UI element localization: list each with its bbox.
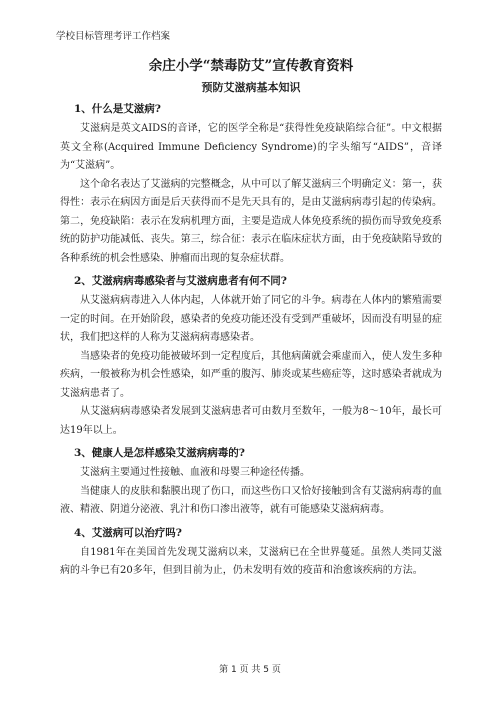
document-subtitle: 预防艾滋病基本知识 — [201, 81, 301, 94]
document-title: 余庄小学“禁毒防艾”宣传教育资料 — [148, 58, 354, 74]
section-4 — [60, 526, 442, 581]
section-2 — [60, 274, 442, 440]
section-heading: 2、艾滋病病毒感染者与艾滋病患者有何不同? — [74, 275, 287, 287]
section-heading: 4、艾滋病可以治疗吗? — [74, 526, 182, 539]
paragraph: 艾滋病是英文AIDS的音译，它的医学全称是“获得性免疫缺陷综合征”。中文根据英文全称(Acquired Immune Deficiency Syndrome)的字头缩写“AIDS”，音译为“艾滋病”。 — [60, 123, 442, 171]
paragraph: 从艾滋病病毒进入人体内起，人体就开始了同它的斗争。病毒在人体内的繁殖需要一定的时间。在开始阶段，感染者的免疫功能还没有受到严重破坏，因而没有明显的症状，我们把这样的人称为艾滋病病毒感染者。 — [60, 295, 442, 343]
paragraph: 当感染者的免疫功能被破坏到一定程度后，其他病菌就会乘虚而入，使人发生多种疾病，一般被称为机会性感染，如严重的腹泻、肺炎或某些癌症等，这时感染者就成为艾滋病患者了。 — [60, 350, 442, 399]
page-header: 学校目标管理考评工作档案 — [56, 31, 171, 42]
paragraph: 当健康人的皮肤和黏膜出现了伤口，而这些伤口又恰好接触到含有艾滋病病毒的血液、精液、阴道分泌液、乳汁和伤口渗出液等，就有可能感染艾滋病病毒。 — [60, 485, 442, 515]
paragraph: 艾滋病主要通过性接触、血液和母婴三种途径传播。 — [80, 467, 310, 478]
section-3 — [60, 446, 442, 520]
paragraph: 自1981年在美国首先发现艾滋病以来，艾滋病已在全世界蔓延。虽然人类同艾滋病的斗争已有20多年，但到目前为止，仍未发明有效的疫苗和治愈该疾病的方法。 — [60, 546, 442, 576]
paragraph: 从艾滋病病毒感染者发展到艾滋病患者可由数月至数年，一般为8～10年，最长可达19年以上。 — [60, 406, 442, 436]
page-footer: 第 1 页 共 5 页 — [219, 665, 281, 675]
paragraph: 这个命名表达了艾滋病的完整概念，从中可以了解艾滋病三个明确定义：第一，获得性：表示在病因方面是后天获得而不是先天具有的，是由艾滋病病毒引起的传染病。第二，免疫缺陷：表示在发病机理方面，主要是造成人体免疫系统的损伤而导致免疫系统的防护功能减低、丧失。第三，综合征：表示在临床症状方面，由于免疫缺陷导致的各种系统的机会性感染、肿瘤而出现的复杂症状群。 — [60, 178, 442, 264]
section-heading: 1、什么是艾滋病? — [74, 103, 161, 115]
document-body — [60, 58, 442, 581]
section-heading: 3、健康人是怎样感染艾滋病病毒的? — [74, 447, 245, 459]
section-1 — [60, 102, 442, 268]
